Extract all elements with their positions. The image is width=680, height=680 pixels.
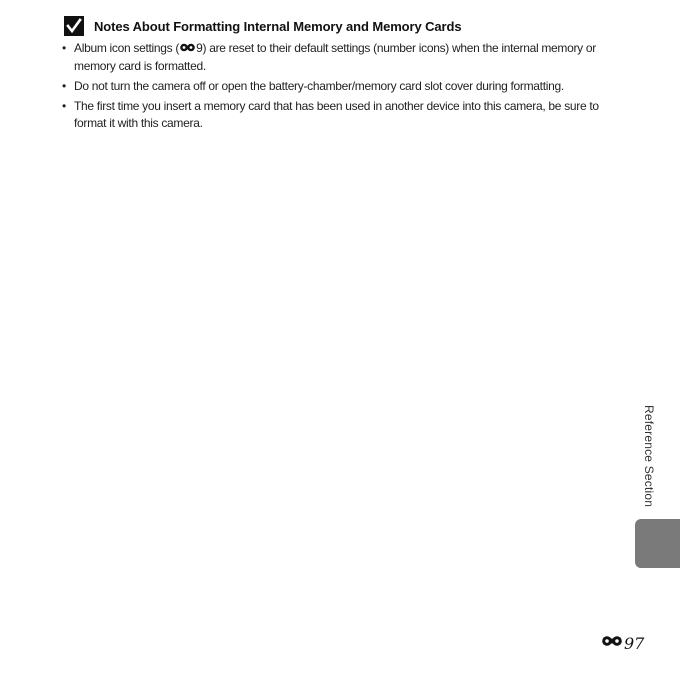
list-item: [62, 78, 622, 95]
bullet-text: ) are reset to their default settings (number icons) when the internal memory or memory card is formatted.: [74, 41, 596, 73]
bullet-list: [62, 40, 622, 135]
note-header: [64, 16, 461, 36]
list-item: [62, 98, 622, 132]
bullet-text: Album icon settings (: [74, 41, 180, 55]
reference-section-icon: [180, 41, 195, 58]
section-side-label: Reference Section: [642, 405, 656, 508]
list-item: [62, 40, 622, 75]
bullet-text: The first time you insert a memory card that has been used in another device into this camera, be sure to format it with this camera.: [74, 99, 599, 130]
page-number-text: 97: [624, 634, 645, 653]
note-title: Notes About Formatting Internal Memory and Memory Cards: [94, 18, 462, 34]
section-tab: [635, 519, 680, 568]
page-number: [602, 634, 644, 653]
reference-page: 9: [196, 41, 203, 55]
reference-section-icon: [602, 634, 622, 653]
bullet-text: Do not turn the camera off or open the battery-chamber/memory card slot cover during formatting.: [74, 79, 564, 93]
check-mark-icon: [64, 16, 84, 36]
